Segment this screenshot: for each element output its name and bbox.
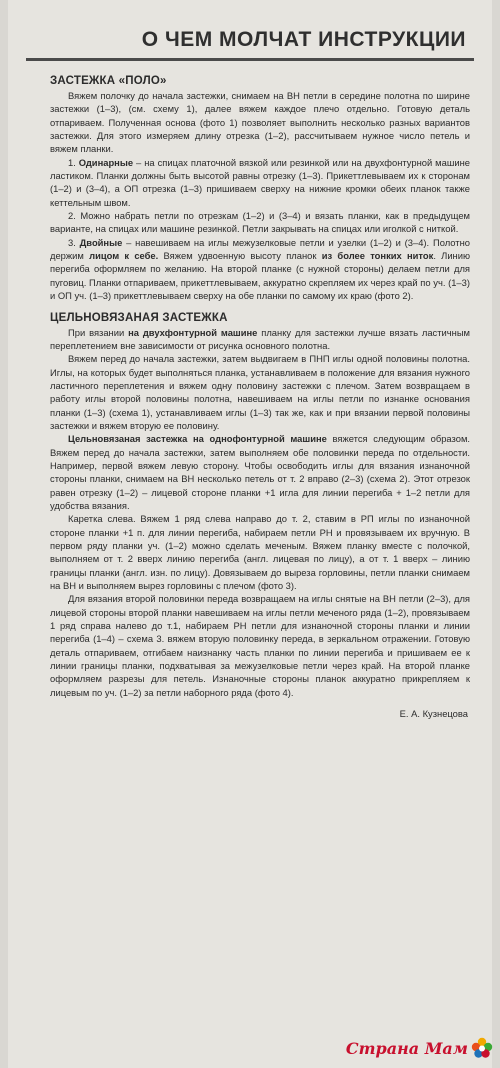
emphasis: лицом к себе. bbox=[89, 250, 159, 262]
text-run: При вязании bbox=[68, 326, 129, 338]
article-body bbox=[50, 74, 470, 720]
emphasis: из более тонких ниток bbox=[321, 250, 434, 262]
paragraph: 2. Можно набрать петли по отрезкам (1–2) и (3–4) и вязать планки, как в предыдущем варианте, на спицах или машине резинкой. Петли закрывать на спицах или иголкой с ниткой. bbox=[50, 210, 470, 235]
paragraph bbox=[50, 432, 470, 512]
term: Одинарные bbox=[78, 156, 134, 168]
paragraph bbox=[50, 326, 470, 353]
magazine-page bbox=[8, 0, 492, 1068]
paragraph bbox=[50, 236, 470, 303]
header-divider bbox=[26, 58, 474, 61]
paragraph: Для вязания второй половинки переда возвращаем на иглы снятые на ВН петли (2–3), для лицевой стороны второй планки навешиваем на иглы петли меченого ряда (1–2), провязываем 1 ряд справа налево до т.1, набираем РН петли для изнаночной стороны планки и линии перегиба (1–4) – схема 3. вяжем вторую половинку переда, в зеркальном отражении. Готовую деталь отпариваем, отгибаем наизнанку часть планки по линии перегиба и пришиваем ее к линии границы планки, подхватывая за межузелковые петли через край. На второй планке оформляем разрезы для петель. Изнаночные стороны планок аккуратно прикрепляем к лицевым по уч. (1–2) за петли наборного ряда (фото 4). bbox=[50, 593, 470, 698]
paragraph bbox=[50, 156, 470, 209]
text-run: – навешиваем на иглы межузелковые петли и узелки (1–2) и (3–4). Полотно держим bbox=[50, 236, 470, 262]
page-title: О ЧЕМ МОЛЧАТ ИНСТРУКЦИИ bbox=[141, 28, 466, 51]
author-signature: Е. А. Кузнецова bbox=[399, 708, 468, 720]
text-run: . Линию перегиба оформляем по желанию. На второй планке (с нужной стороны) делаем петли для пуговиц. Планки отпариваем, прикеттлевываем, аккуратно скрепляем их через край по уч. (1–3) и ОП уч. (1–3) прикеттлевываем сверху на обе планки по самому их краю (фото 2). bbox=[50, 250, 471, 302]
term: Двойные bbox=[79, 236, 123, 248]
flower-logo-icon bbox=[470, 1036, 494, 1060]
list-number: 1. bbox=[68, 156, 79, 168]
text-run: вяжется следующим образом. Вяжем перед до начала застежки, затем выполняем обе половинки переда по отдельности. Например, первой вяжем левую сторону. Чтобы освободить иглы для вязания изнаночной стороны планки, снимаем на ВН несколько петель от т. 2 вправо (2–3) (схема 2). Этот отрезок равен отрезку (1–2) – лицевой стороне планки +1 игла для линии перегиба + 1–2 петли для удобства вязания. bbox=[50, 433, 470, 511]
emphasis: Цельновязаная застежка на однофонтурной машине bbox=[68, 433, 327, 445]
section-heading-knitted: ЦЕЛЬНОВЯЗАНАЯ ЗАСТЕЖКА bbox=[50, 311, 228, 324]
paragraph: Каретка слева. Вяжем 1 ряд слева направо до т. 2, ставим в РП иглы по изнаночной стороне планки +1 п. для линии перегиба, набираем петли РН и провязываем их вручную. В первом ряду планки уч. (1–2) можно сделать меченым. Вяжем планку вместе с полочкой, выполняем от т. 2 вверх линию перегиба (англ. лицевая по лицу), а от т. 1 вверх – линию границы планки (англ. изн. по лицу). Довязываем до выреза горловины, петли планки снимаем на ВН и выполняем вырез горловины с плечом (фото 3). bbox=[50, 513, 470, 592]
text-run: планку для застежки лучше вязать ластичным переплетением вне зависимости от рисунка основного полотна. bbox=[50, 326, 470, 351]
section-heading-polo: ЗАСТЕЖКА «ПОЛО» bbox=[50, 75, 167, 87]
text-run: Вяжем удвоенную высоту планок bbox=[158, 250, 322, 262]
watermark-text: Страна Мам bbox=[345, 1038, 468, 1058]
paragraph: Вяжем перед до начала застежки, затем выдвигаем в ПНП иглы одной половины полотна. Иглы, на которых будет выполняться планка, устанавливаем в положение для вязания нужного ластичного переплетения и вяжем одну половину застежки с плечом. Затем возвращаем в работу иглы второй половины полотна, навешиваем на иглы петли по изнанке основания планки (1–3) (схема 1), устанавливаем иглы (1–3) так же, как и при вязании первой половины застежки и вяжем вторую ее половину. bbox=[50, 353, 470, 431]
emphasis: на двухфонтурной машине bbox=[128, 326, 258, 338]
paragraph: Вяжем полочку до начала застежки, снимаем на ВН петли в середине полотна по ширине застежки (1–3), (см. схему 1), далее вяжем каждое плечо отдельно. Готовую деталь отпариваем. Полученная основа (фото 1) позволяет выполнить несколько разных вариантов застежки. Для этого измеряем длину отрезка (1–2), рассчитываем нужное число петель и вяжем планки. bbox=[50, 90, 470, 155]
site-watermark bbox=[346, 1036, 494, 1060]
list-number: 3. bbox=[68, 236, 80, 248]
text-run: – на спицах платочной вязкой или резинкой или на двухфонтурной машине ластиком. Планки должны быть высотой равны отрезку (1–3). Прикеттлевываем их к сторонам (1–2) и (3–4), а ОП отрезка (1–3) пришиваем сверху на нижние кромки обеих планок также кеттельным швом. bbox=[50, 156, 470, 208]
